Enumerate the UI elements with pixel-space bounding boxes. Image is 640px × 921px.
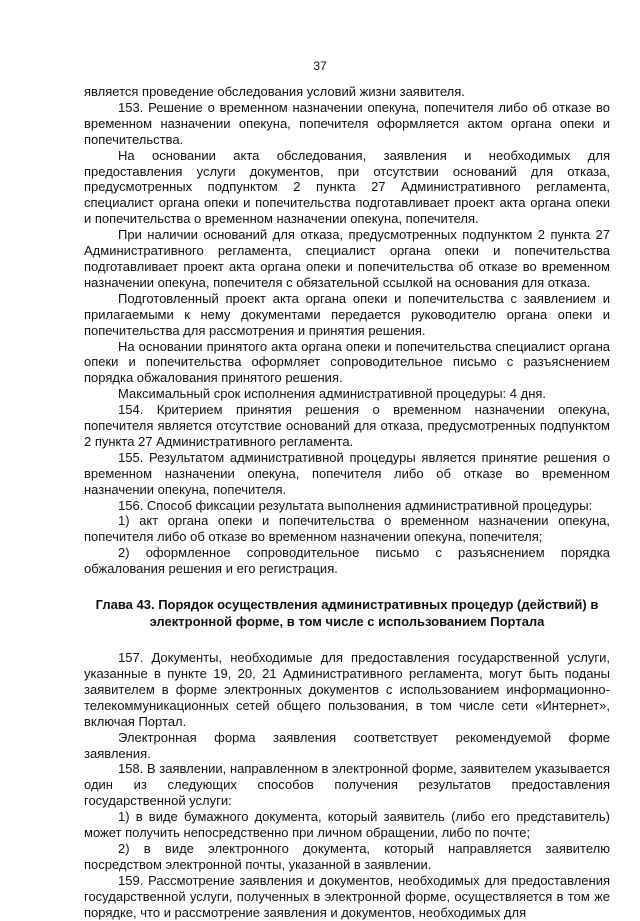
paragraph: 2) в виде электронного документа, который направляется заявителю посредством электронной почты, указанной в заявлении. <box>84 840 610 872</box>
paragraph: Электронная форма заявления соответствует рекомендуемой форме заявления. <box>84 729 610 761</box>
document-body <box>84 84 610 921</box>
paragraph: 153. Решение о временном назначении опекуна, попечителя либо об отказе во временном назначении опекуна, попечителя оформляется актом органа опеки и попечительства. <box>84 99 610 147</box>
section-before-chapter <box>84 84 610 577</box>
paragraph: Подготовленный проект акта органа опеки и попечительства с заявлением и прилагаемыми к нему документами передается руководителю органа опеки и попечительства для рассмотрения и принятия решения. <box>84 290 610 338</box>
section-after-chapter <box>84 650 610 920</box>
paragraph: является проведение обследования условий жизни заявителя. <box>84 84 465 99</box>
paragraph: 1) акт органа опеки и попечительства о временном назначении опекуна, попечителя либо об отказе во временном назначении опекуна, попечителя; <box>84 513 610 545</box>
paragraph: Максимальный срок исполнения административной процедуры: 4 дня. <box>118 386 547 402</box>
paragraph: 156. Способ фиксации результата выполнения административной процедуры: <box>118 497 593 513</box>
paragraph: 155. Результатом административной процедуры является принятие решения о временном назначении опекуна, попечителя либо об отказе во временном назначении опекуна, попечителя. <box>84 449 610 497</box>
page-number: 37 <box>313 59 327 73</box>
paragraph: На основании принятого акта органа опеки и попечительства специалист органа опеки и попечительства оформляет сопроводительное письмо с разъяснением порядка обжалования принятого решения. <box>84 338 610 386</box>
paragraph: 157. Документы, необходимые для предоставления государственной услуги, указанные в пункте 19, 20, 21 Административного регламента, могут быть поданы заявителем в форме электронных документов с использованием информационно-телекоммуникационных сетей общего пользования, в том числе сети «Интернет», включая Портал. <box>84 650 610 729</box>
chapter-title: Глава 43. Порядок осуществления административных процедур (действий) в электронной форме, в том числе с использованием Портала <box>95 597 599 630</box>
paragraph: 159. Рассмотрение заявления и документов, необходимых для предоставления государственной услуги, полученных в электронной форме, осуществляется в том же порядке, что и рассмотрение заявления и документов, необходимых для <box>84 872 610 920</box>
paragraph: 1) в виде бумажного документа, который заявитель (либо его представитель) может получить непосредственно при личном обращении, либо по почте; <box>84 809 610 841</box>
paragraph: 154. Критерием принятия решения о временном назначении опекуна, попечителя является отсутствие оснований для отказа, предусмотренных подпунктом 2 пункта 27 Административного регламента. <box>84 402 610 449</box>
paragraph: При наличии оснований для отказа, предусмотренных подпунктом 2 пункта 27 Административного регламента, специалист органа опеки и попечительства подготавливает проект акта органа опеки и попечительства об отказе во временном назначении опекуна, попечителя с обязательной ссылкой на основания для отказа. <box>84 227 610 290</box>
paragraph: На основании акта обследования, заявления и необходимых для предоставления услуги документов, при отсутствии оснований для отказа, предусмотренных подпунктом 2 пункта 27 Административного регламента, специалист органа опеки и попечительства подготавливает проект акта органа опеки и попечительства о временном назначении опекуна, попечителя. <box>84 147 610 227</box>
paragraph: 158. В заявлении, направленном в электронной форме, заявителем указывается один из следующих способов получения результатов предоставления государственной услуги: <box>84 761 610 809</box>
paragraph: 2) оформленное сопроводительное письмо с разъяснением порядка обжалования решения и его регистрация. <box>84 545 610 577</box>
